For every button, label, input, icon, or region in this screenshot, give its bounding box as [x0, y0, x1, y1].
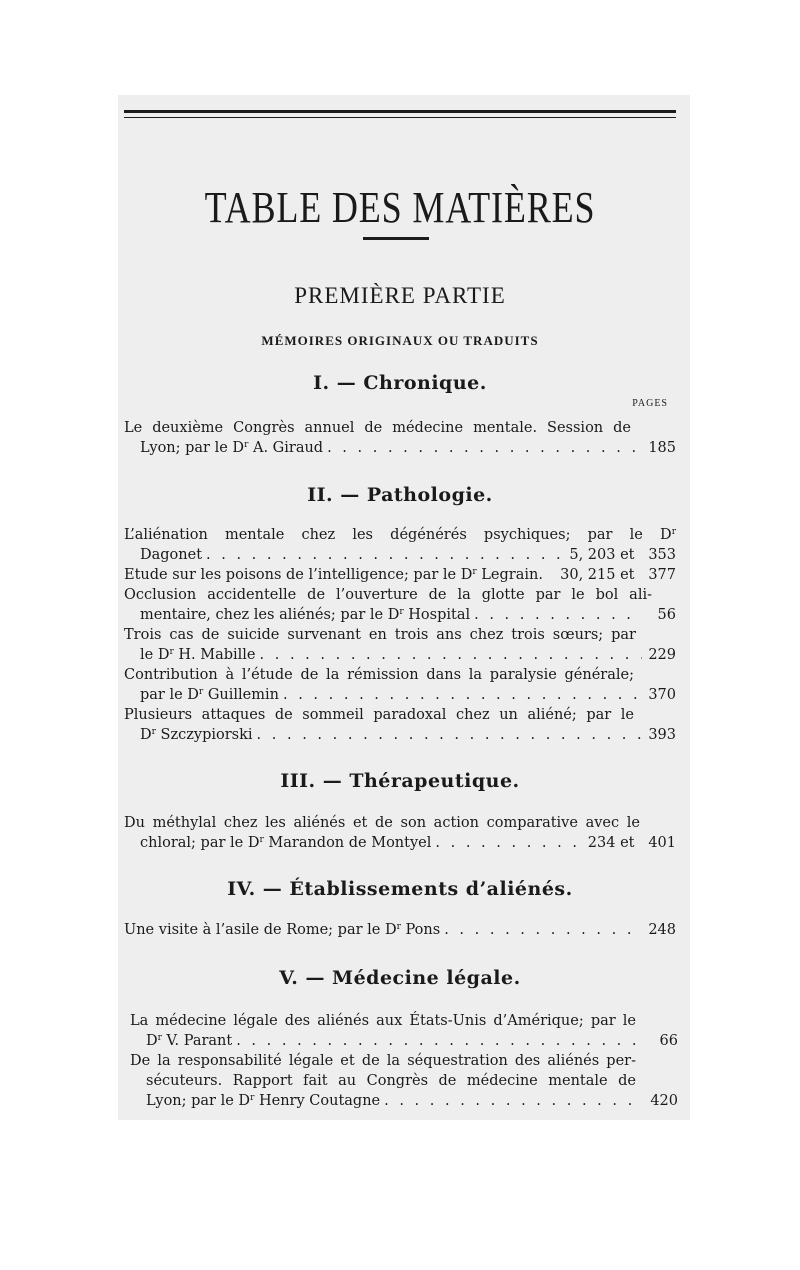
toc-entry-line: Trois cas de suicide survenant en trois ans chez trois sœurs; par	[124, 627, 636, 643]
top-rule-thin	[124, 117, 676, 118]
page-number: 234 et 401	[587, 835, 676, 851]
toc-entry-line: Une visite à l’asile de Rome; par le $D^r$ Pons . . . 248	[124, 920, 676, 940]
toc-entry-line: Le deuxième Congrès annuel de médecine mentale. Session de	[124, 420, 631, 436]
page-number: 56	[657, 607, 676, 623]
toc-entry-line: De la responsabilité légale et de la séquestration des aliénés per-	[130, 1053, 636, 1069]
toc-entry-line: Contribution à l’étude de la rémission dans la paralysie générale;	[124, 667, 634, 683]
toc-entry-line: chloral; par le $D^r$ Marandon de Montyel . . . 234 et 401	[140, 833, 676, 853]
section-heading-pathologie: II. — Pathologie.	[307, 484, 493, 506]
toc-entry-line: le $D^r$ H. Mabille . . . 229	[140, 645, 676, 665]
toc-entry-line: Etude sur les poisons de l’intelligence; par le $D^r$ Legrain. 30, 215 et 377	[124, 567, 676, 583]
toc-entry-line: Dagonet . . . 5, 203 et 353	[140, 545, 676, 565]
toc-entry-line: Du méthylal chez les aliénés et de son action comparative avec le	[124, 815, 640, 831]
page-number: 393	[648, 727, 676, 743]
toc-entry-line: Lyon; par le $D^r$ Henry Coutagne . . . 420	[146, 1091, 678, 1111]
page-number: 30, 215 et 377	[560, 567, 676, 583]
page-number: 370	[648, 687, 676, 703]
toc-entry-line: Lyon; par le $D^r$ A. Giraud . . . 185	[140, 438, 676, 458]
page-number: 420	[650, 1093, 678, 1109]
page-number: 229	[648, 647, 676, 663]
section-heading-chronique: I. — Chronique.	[313, 372, 487, 394]
toc-entry-line: L’aliénation mentale chez les dégénérés psychiques; par le $D^r$	[124, 527, 676, 543]
subpart-heading: MÉMOIRES ORIGINAUX OU TRADUITS	[261, 333, 539, 348]
toc-entry-line: mentaire, chez les aliénés; par le $D^r$ Hospital . . . 56	[140, 605, 676, 625]
toc-entry-line: La médecine légale des aliénés aux États-Unis d’Amérique; par le	[130, 1013, 636, 1029]
toc-entry-line: Occlusion accidentelle de l’ouverture de la glotte par le bol ali-	[124, 587, 652, 603]
part-heading: PREMIÈRE PARTIE	[294, 283, 506, 308]
toc-entry-line: Plusieurs attaques de sommeil paradoxal chez un aliéné; par le	[124, 707, 634, 723]
page-number: 185	[648, 440, 676, 456]
section-heading-therapeutique: III. — Thérapeutique.	[280, 770, 520, 792]
toc-entry-line: par le $D^r$ Guillemin . . . 370	[140, 685, 676, 705]
top-rule	[124, 110, 676, 113]
section-heading-etablissements: IV. — Établissements d’aliénés.	[227, 878, 573, 900]
page-number: 248	[648, 922, 676, 938]
toc-entry-line: $D^r$ V. Parant . . . 66	[146, 1031, 678, 1051]
title-divider	[363, 237, 429, 240]
page-number: 5, 203 et 353	[569, 547, 676, 563]
toc-entry-line: sécuteurs. Rapport fait au Congrès de médecine mentale de	[146, 1073, 636, 1089]
toc-entry-line: $D^r$ Szczypiorski . . . 393	[140, 725, 676, 745]
page-title: TABLE DES MATIÈRES	[204, 183, 596, 232]
page-number: 66	[659, 1033, 678, 1049]
pages-column-label: PAGES	[632, 398, 668, 409]
section-heading-medecine-legale: V. — Médecine légale.	[279, 967, 521, 989]
